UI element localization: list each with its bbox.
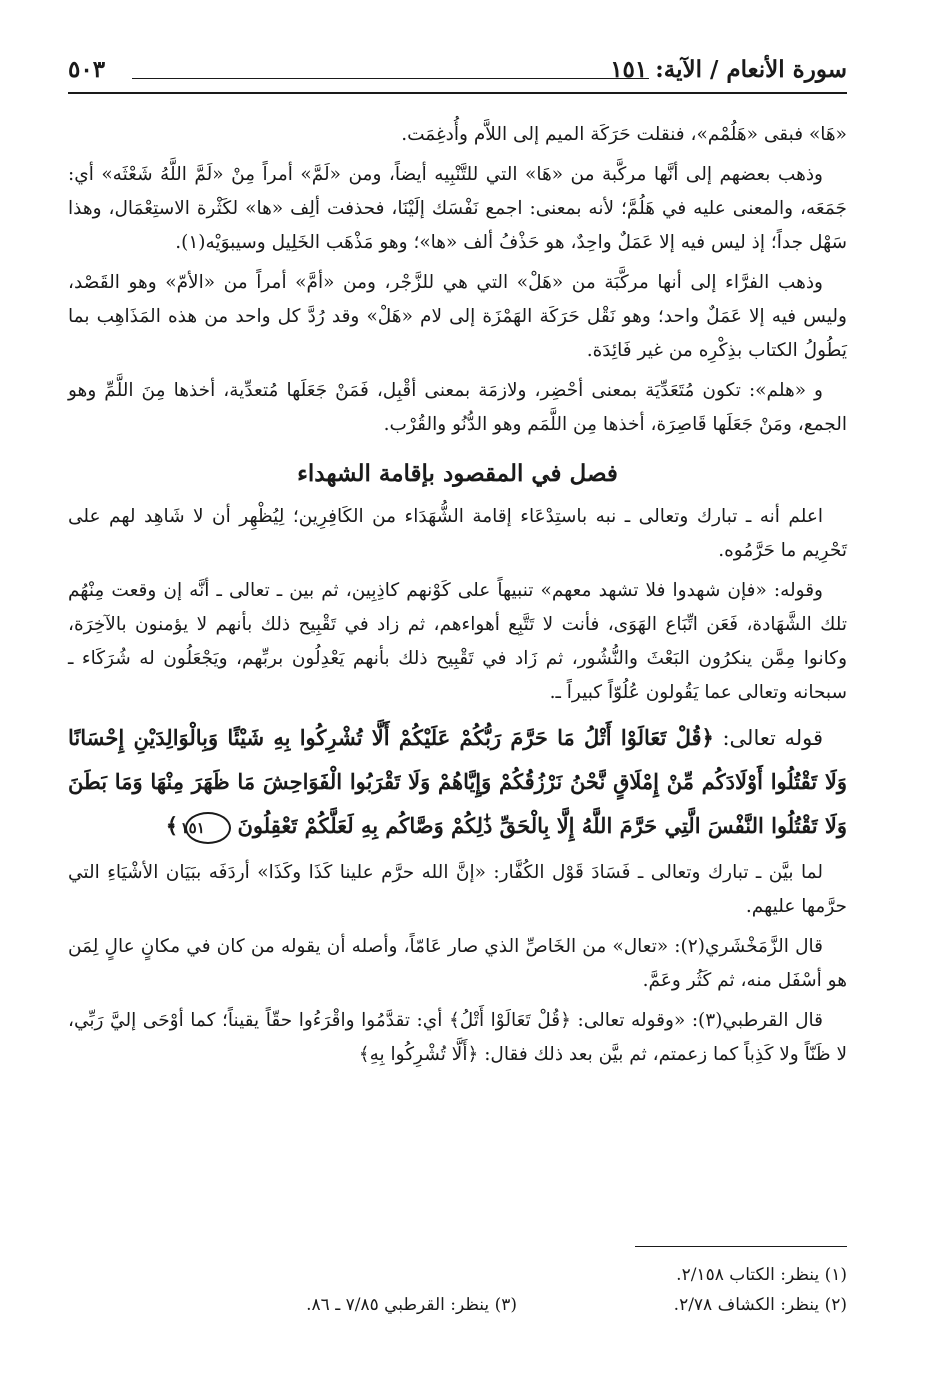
paragraph: وذهب الفرَّاء إلى أنها مركَّبَة من «هَلْ» التي هي للزَّجْر، ومن «أمَّ» أمراً من «الأمّ» وهو القَصْد، وليس فيه إلا عَمَلٌ واحد؛ وهو نَقْل حَرَكَة الهَمْزَة إلى لام «هَلْ» وقد رُدَّ كل واحد من هذه المَذَاهِب بما يَطُولُ الكتاب بذِكْرِه من غير فَائِدَة. [68,272,847,361]
verse-number-badge: ١٥١ [185,812,231,844]
footnote-1: (١) ينظر: الكتاب ٢/١٥٨. [676,1265,847,1285]
header-leader-line [132,78,649,79]
verse-text: ﴿قُلْ تَعَالَوْا أَتْلُ مَا حَرَّمَ رَبُّكُمْ عَلَيْكُمْ أَلَّا تُشْرِكُوا بِهِ شَيْئًا وَبِالْوَالِدَيْنِ إِحْسَانًا وَلَا تَقْتُلُوا أَوْلَادَكُم مِّنْ إِمْلَاقٍ نَّحْنُ نَرْزُقُكُمْ وَإِيَّاهُمْ وَلَا تَقْرَبُوا الْفَوَاحِشَ مَا ظَهَرَ مِنْهَا وَمَا بَطَنَ وَلَا تَقْتُلُوا النَّفْسَ الَّتِي حَرَّمَ اللَّهُ إِلَّا بِالْحَقِّ ذَٰلِكُمْ وَصَّاكُم بِهِ لَعَلَّكُمْ تَعْقِلُونَ [68,725,847,838]
paragraph: «هَا» فبقى «هَلُمْم»، فنقلت حَرَكَة الميم إلى اللاَّم وأُدغِمَت. [401,124,847,145]
paragraph: قال القرطبي(٣): «وقوله تعالى: ﴿قُلْ تَعَالَوْا أَتْلُ﴾ أي: تقدَّمُوا واقْرَءُوا حقّاً يقيناً؛ كما أوْحَى إليَّ رَبِّي، لا ظَنّاً ولا كَذِباً كما زعمتم، ثم بيَّن بعد ذلك فقال: ﴿أَلَّا تُشْرِكُوا بِهِ﴾ [68,1010,847,1065]
paragraph: لما بيَّن ـ تبارك وتعالى ـ فَسَادَ قَوْل الكُفَّار: «إنَّ الله حرَّم علينا كَذَا وكَذَا» أردَفَه ببَيَان الأشْيَاءِ التي حرَّمها عليهم. [68,862,847,917]
page-header [68,52,847,92]
header-rule [68,92,847,94]
running-title: سورة الأنعام / الآية: ١٥١ [610,56,847,83]
paragraph: قال الزَّمَخْشَري(٢): «تعال» من الخَاصِّ الذي صار عَامّاً، وأصله أن يقوله من كان في مكانٍ عالٍ لِمَن هو أسْفَل منه، ثم كَثُر وعَمَّ. [68,936,847,991]
footnote-row [68,1290,847,1320]
footnotes [68,1260,847,1320]
verse-close-bracket: ﴾ [165,813,179,838]
paragraph: وذهب بعضهم إلى أنَّها مركَّبة من «هَا» التي للتَّنْبِيه أيضاً، ومن «لَمَّ» أمراً مِنْ «لَمَّ اللَّهُ شَعْثَه» أي: جَمَعَه، والمعنى عليه في هَلُمَّ؛ لأنه بمعنى: اجمع نَفْسَك إلَيْنَا، فحذفت ألِف «ها» لكَثْرة الاستِعْمَال، وهذا سَهْل جداً؛ إذ ليس فيه إلا عَمَلٌ واحِدٌ، هو حَذْفُ ألف «ها»؛ وهو مَذْهَب الخَلِيل وسيبوَيْه(١). [68,164,847,253]
page-number: ٥٠٣ [68,56,106,83]
paragraph: و «هلم»: تكون مُتَعَدِّيَة بمعنى أحْضِر، ولازمَة بمعنى أقْبِل، فَمَنْ جَعَلَها مُتعدِّية، أخذها مِنَ اللَّمِّ وهو الجمع، ومَنْ جَعَلَها قَاصِرَة، أخذها مِن اللَّمَم وهو الدُّنُو والقُرْب. [68,380,847,435]
paragraph: اعلم أنه ـ تبارك وتعالى ـ نبه باستِدْعَاء إقامة الشُّهَدَاء من الكَافِرِين؛ لِيُظْهِر أن لا شَاهِد لهم على تَحْرِيم ما حَرَّمُوه. [68,506,847,561]
paragraph: وقوله: «فإن شهدوا فلا تشهد معهم» تنبيهاً على كَوْنهم كاذِبِين، ثم بين ـ تعالى ـ أنَّه إن وقعت مِنْهُم تلك الشَّهَادة، فَعَن اتِّبَاع الهَوَى، فأنت لا تَتَّبِع أهواءهم، ثم زاد في تَقْبِيح ذلك بأنهم لا يؤمنون بالآخِرَة، وكانوا مِمَّن ينكرُون البَعْثَ والنُّشُور، ثم زَاد في تَقْبِيح ذلك بأنهم يَعْدِلُون بربِّهم، ويَجْعَلُون له شُرَكَاء ـ سبحانه وتعالى عما يَقُولون عُلُوّاً كبيراً ـ. [68,580,847,703]
footnote-separator [635,1246,847,1247]
footnote-3: (٣) ينظر: القرطبي ٧/٨٥ ـ ٨٦. [306,1295,517,1315]
quran-verse-block [68,716,847,848]
footnote-row [68,1260,847,1290]
verse-lead: قوله تعالى: [722,726,823,750]
page-body [68,118,847,1078]
footnote-2: (٢) ينظر: الكشاف ٢/٧٨. [673,1295,847,1315]
section-heading: فصل في المقصود بإقامة الشهداء [297,460,618,487]
